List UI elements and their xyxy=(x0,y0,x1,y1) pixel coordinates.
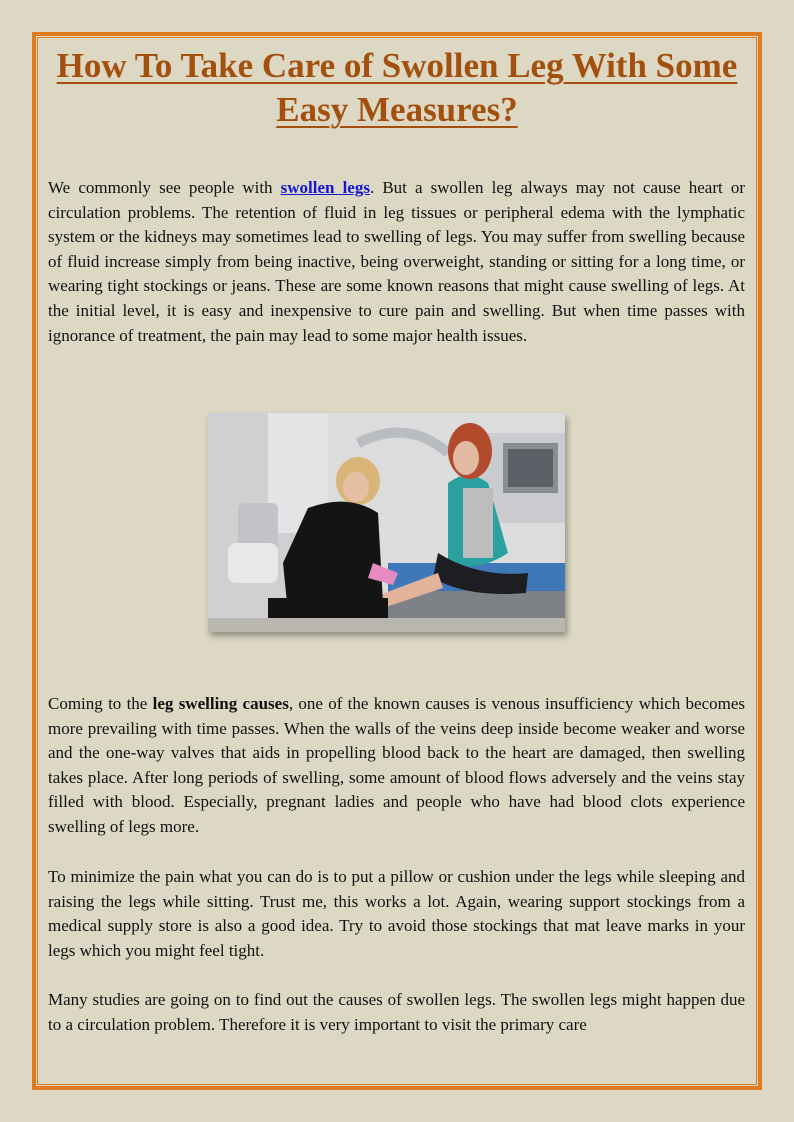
causes-text-start: Coming to the xyxy=(48,694,153,713)
article-photo xyxy=(208,413,565,632)
clinic-photo-illustration xyxy=(208,413,565,632)
intro-text-rest: . But a swollen leg always may not cause heart or circulation problems. The retention of fluid in leg tissues or peripheral edema with the lymphatic system or the kidneys may sometimes lead to swelling of legs. You may suffer from swelling because of fluid increase simply from being inactive, being overweight, standing or sitting for a long time, or wearing tight stockings or jeans. These are some known reasons that might cause swelling of legs. At the initial level, it is easy and inexpensive to cure pain and swelling. But when time passes with ignorance of treatment, the pain may lead to some major health issues. xyxy=(48,178,745,345)
leg-swelling-causes-bold: leg swelling causes xyxy=(152,694,289,713)
paragraph-causes xyxy=(48,692,745,840)
article-title: How To Take Care of Swollen Leg With Some Easy Measures? xyxy=(56,46,738,129)
paragraph-minimize-pain: To minimize the pain what you can do is to put a pillow or cushion under the legs while sleeping and raising the legs while sitting. Trust me, this works a lot. Again, wearing support stockings from a medical supply store is also a good idea. Try to avoid those stockings that mat leave marks in your legs which you might feel tight. xyxy=(48,867,745,960)
causes-text-rest: , one of the known causes is venous insufficiency which becomes more prevailing with time passes. When the walls of the veins deep inside become weaker and worse and the one-way valves that aids in propelling blood back to the heart are damaged, then swelling takes place. After long periods of swelling, some amount of blood flows adversely and the veins stay filled with blood. Especially, pregnant ladies and people who have had blood clots experience swelling of legs more. xyxy=(48,694,746,836)
swollen-legs-link[interactable]: swollen legs xyxy=(280,178,370,197)
paragraph-intro xyxy=(48,176,745,348)
paragraph-studies: Many studies are going on to find out the causes of swollen legs. The swollen legs might happen due to a circulation problem. Therefore it is very important to visit the primary care xyxy=(48,990,745,1034)
intro-text-start: We commonly see people with xyxy=(48,178,281,197)
